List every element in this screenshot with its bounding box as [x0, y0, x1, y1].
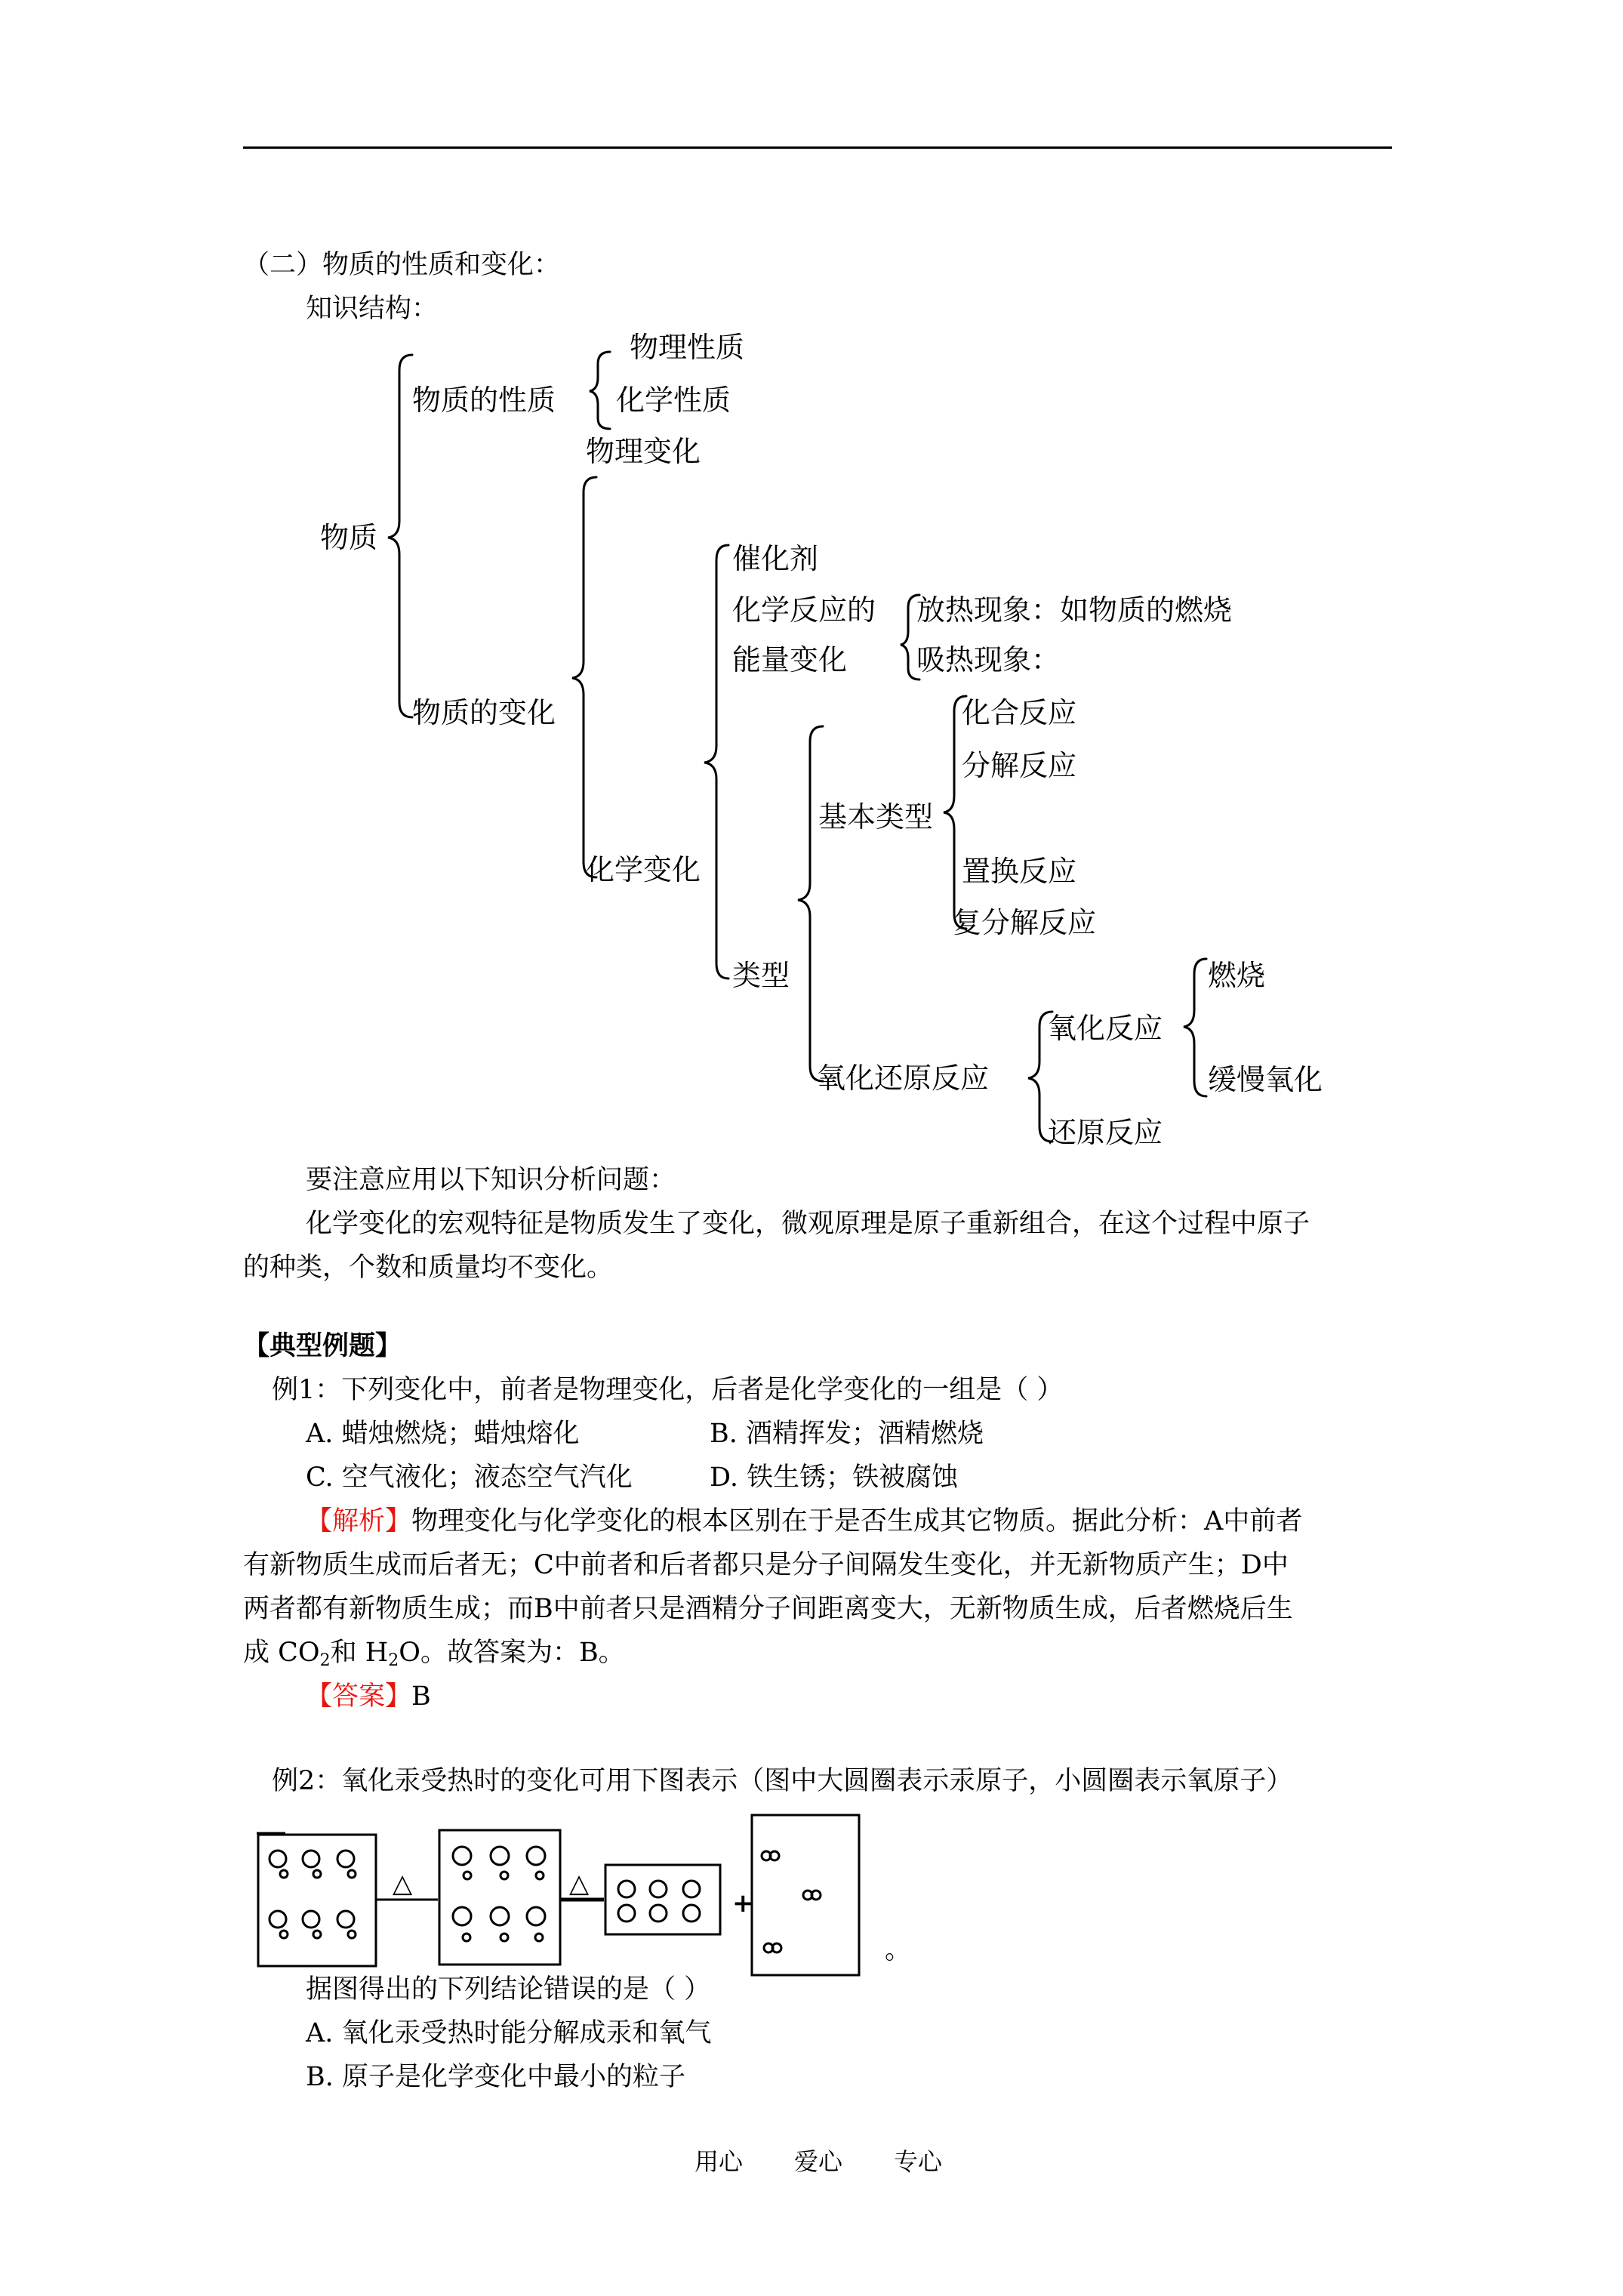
box4-oxygen-molecules [762, 1851, 821, 1952]
heat-triangle-2: △ [569, 1869, 590, 1899]
box3-mercury-atoms [618, 1881, 700, 1922]
brace-root [388, 355, 412, 717]
tree-redox: 氧化还原反应 [817, 1062, 990, 1095]
knowledge-label: 知识结构： [306, 294, 439, 324]
analysis-co2-pre: 成 CO [243, 1638, 320, 1668]
tree-basic-types: 基本类型 [818, 800, 934, 834]
tree-combination: 化合反应 [962, 696, 1077, 729]
tree-catalyst: 催化剂 [732, 542, 819, 575]
tree-root: 物质 [320, 521, 378, 554]
example1-analysis-line1 [306, 1505, 1302, 1537]
tree-chemical-change: 化学变化 [586, 853, 701, 886]
tree-properties: 物质的性质 [412, 384, 556, 417]
example2-option-b: B. 原子是化学变化中最小的粒子 [306, 2062, 685, 2092]
analysis-text: 物理变化与化学变化的根本区别在于是否生成其它物质。据此分析：A中前者 [411, 1506, 1303, 1536]
analysis-sub-2a: 2 [319, 1651, 331, 1670]
analysis-h2o-pre: 和 H [330, 1638, 389, 1668]
answer-label: 【答案】 [306, 1681, 412, 1712]
tree-chemical-property: 化学性质 [616, 384, 731, 417]
tree-double-decomposition: 复分解反应 [953, 906, 1097, 939]
example1-question: 例1：下列变化中，前者是物理变化，后者是化学变化的一组是（ ） [272, 1375, 1064, 1405]
brace-types [798, 726, 823, 1081]
mercury-oxide-diagram [249, 1812, 868, 1986]
tree-reduction: 还原反应 [1048, 1116, 1163, 1149]
notes-line2: 化学变化的宏观特征是物质发生了变化，微观原理是原子重新组合，在这个过程中原子 [306, 1209, 1310, 1239]
tree-exothermic: 放热现象：如物质的燃烧 [916, 593, 1233, 627]
plus-sign: + [732, 1888, 754, 1918]
brace-properties [590, 352, 610, 429]
notes-line1: 要注意应用以下知识分析问题： [306, 1165, 676, 1195]
footer-word-2: 爱心 [794, 2147, 843, 2176]
example1-analysis-line2: 有新物质生成而后者无；C中前者和后者都只是分子间隔发生变化，并无新物质产生；D中 [243, 1550, 1289, 1580]
example2-prompt: 据图得出的下列结论错误的是（ ） [306, 1974, 711, 2005]
box2-atoms [453, 1847, 545, 1941]
tree-combustion: 燃烧 [1208, 959, 1266, 992]
brace-oxidation [1184, 959, 1206, 1096]
example2-question: 例2：氧化汞受热时的变化可用下图表示（图中大圆圈表示汞原子，小圆圈表示氧原子） [272, 1766, 1293, 1796]
analysis-conclusion: O。故答案为：B。 [399, 1638, 625, 1668]
tree-energy-line2: 能量变化 [732, 643, 848, 676]
footer-word-3: 专心 [894, 2147, 943, 2176]
answer-value: B [411, 1681, 431, 1712]
brace-basic-types [944, 696, 966, 929]
tree-energy-line1: 化学反应的 [732, 593, 876, 627]
example1-option-a: A. 蜡烛燃烧；蜡烛熔化 [306, 1419, 580, 1449]
brace-chemical-change [704, 545, 728, 978]
tree-oxidation: 氧化反应 [1048, 1012, 1163, 1045]
diagram-period: 。 [885, 1935, 912, 1965]
tree-types: 类型 [732, 959, 790, 992]
example1-option-c: C. 空气液化；液态空气汽化 [306, 1462, 633, 1493]
footer-word-1: 用心 [694, 2147, 744, 2176]
tree-displacement: 置换反应 [962, 855, 1077, 888]
tree-endothermic: 吸热现象： [916, 643, 1061, 676]
analysis-label: 【解析】 [306, 1506, 412, 1536]
example1-analysis-line4 [243, 1637, 625, 1677]
tree-physical-property: 物理性质 [630, 331, 745, 364]
tree-physical-change: 物理变化 [586, 435, 701, 468]
box1-molecules [269, 1851, 356, 1938]
example1-option-b: B. 酒精挥发；酒精燃烧 [710, 1419, 984, 1449]
example1-analysis-line3: 两者都有新物质生成；而B中前者只是酒精分子间距离变大，无新物质生成，后者燃烧后生 [243, 1594, 1293, 1624]
analysis-sub-2b: 2 [388, 1651, 399, 1670]
examples-heading: 【典型例题】 [243, 1330, 402, 1361]
example2-option-a: A. 氧化汞受热时能分解成汞和氧气 [306, 2018, 712, 2048]
notes-line3: 的种类，个数和质量均不变化。 [243, 1253, 614, 1283]
heat-triangle-1: △ [393, 1869, 413, 1899]
tree-slow-oxidation: 缓慢氧化 [1208, 1063, 1323, 1096]
brace-changes [572, 477, 596, 877]
example1-answer [306, 1681, 431, 1712]
example1-option-d: D. 铁生锈；铁被腐蚀 [710, 1462, 959, 1493]
tree-changes: 物质的变化 [412, 696, 556, 729]
section-title: （二）物质的性质和变化： [243, 250, 561, 280]
tree-decomposition: 分解反应 [962, 749, 1077, 782]
